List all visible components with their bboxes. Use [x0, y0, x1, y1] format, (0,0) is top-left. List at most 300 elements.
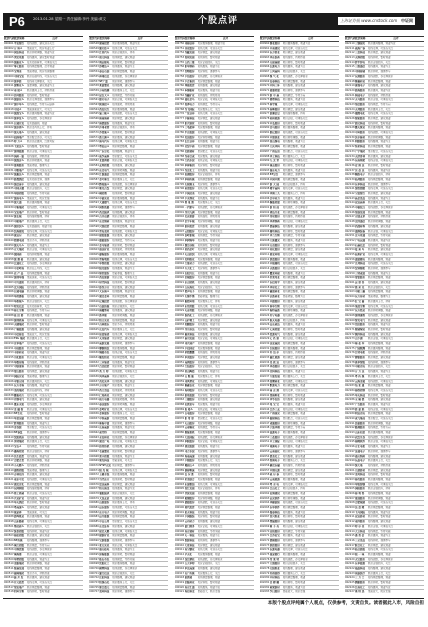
- stock-comment: 股价震荡整理，观望: [197, 431, 221, 435]
- stock-comment: 股价震荡，观望为宜: [368, 88, 391, 92]
- stock-name: 深赤湾Ａ: [14, 126, 25, 130]
- stock-comment: 短线震荡，观望为主: [282, 445, 306, 449]
- stock-comment: 量能放大，股价走强: [27, 332, 50, 336]
- stock-comment: 短线反弹，可适当关注: [27, 229, 53, 233]
- stock-name: 青岛双星: [99, 229, 110, 233]
- stock-name: 烽火电子: [99, 98, 110, 102]
- stock-code: 000421: [4, 477, 14, 481]
- stock-code: 002050: [259, 435, 270, 439]
- stock-code: 000048: [4, 234, 14, 238]
- stock-name: 苏常柴Ａ: [99, 131, 110, 135]
- stock-name: 远 望 谷: [355, 281, 365, 285]
- stock-code: 000679: [89, 496, 99, 500]
- stock-name: 宜科科技: [269, 370, 280, 374]
- stock-comment: 股价横盘整理，观望: [197, 210, 221, 214]
- stock-code: 002026: [259, 323, 270, 327]
- stock-name: 飞亚达Ａ: [14, 145, 25, 149]
- stock-comment: 短线横盘整理，观望: [282, 290, 306, 294]
- stock-code: 002191: [345, 421, 355, 425]
- stock-name: 珠江控股: [14, 543, 25, 547]
- stock-name: 亚太实业: [99, 543, 110, 547]
- stock-code: 000917: [174, 571, 185, 575]
- stock-code: 002182: [345, 379, 355, 383]
- stock-name: 东阿阿胶: [14, 487, 25, 491]
- stock-name: 中弘股份: [269, 121, 280, 125]
- stock-comment: 股价企稳回升，关注: [282, 267, 306, 270]
- stock-name: 金陵药业: [184, 581, 195, 585]
- site-logo: 中证网: [401, 18, 413, 23]
- stock-comment: 短线整理，观望为宜: [27, 384, 50, 388]
- stock-code: 002025: [259, 318, 270, 322]
- stock-code: 000615: [89, 295, 99, 299]
- stock-comment: 股价弱势调整，观望: [197, 220, 221, 224]
- stock-comment: 短线强势整理，持有: [282, 112, 306, 116]
- stock-comment: 短线横盘，等待突破: [282, 234, 306, 238]
- stock-comment: 股价弱势，暂时观望: [368, 515, 391, 519]
- stock-comment: 股价震荡整理，观望: [197, 346, 221, 350]
- stock-comment: 短线反弹，可适当关注: [197, 46, 223, 50]
- stock-comment: 短线整理，建议观望: [197, 454, 221, 458]
- stock-name: 吉林敖东: [99, 323, 110, 327]
- stock-comment: 股价横盘，建议观望: [197, 248, 221, 252]
- stock-name: 西北轴承: [99, 210, 110, 214]
- stock-comment: 股价企稳，可逢低关注: [27, 407, 53, 411]
- stock-comment: 股价横盘，等待方向: [27, 543, 50, 547]
- stock-code: 002174: [345, 342, 355, 345]
- stock-code: 000630: [89, 351, 99, 355]
- stock-name: 钱江摩托: [184, 557, 195, 561]
- stock-comment: 股价弱势调整，观望: [282, 309, 306, 313]
- stock-code: 000639: [89, 388, 99, 392]
- stock-code: 000005: [4, 56, 14, 60]
- stock-comment: 量能萎缩，整理为主: [368, 295, 391, 299]
- stock-name: 浩物股份: [184, 70, 195, 74]
- stock-code: 000610: [89, 276, 99, 280]
- stock-name: 特 尔 佳: [355, 524, 365, 528]
- stock-code: 000960: [259, 42, 270, 45]
- stock-comment: 短线横盘整理，观望: [282, 492, 306, 495]
- stock-comment: 缩量调整，建议观望为主: [27, 84, 55, 88]
- stock-name: 五 粮 液: [184, 374, 194, 378]
- stock-name: 中航光电: [355, 365, 366, 369]
- stock-comment: 股价企稳回升，持有: [197, 173, 221, 177]
- stock-name: 东港股份: [355, 74, 366, 78]
- stock-comment: 股价弱势，暂时观望: [197, 163, 221, 167]
- stock-name: 东北证券: [99, 524, 110, 528]
- stock-name: 春晖股份: [269, 107, 280, 111]
- stock-comment: 量能温和，可关注: [27, 510, 48, 514]
- stock-name: 炼石有色: [99, 557, 110, 561]
- stock-code: 002196: [345, 445, 355, 449]
- stock-comment: 股价企稳，可逢低关注: [112, 98, 138, 102]
- stock-name: 中联重科: [14, 365, 25, 369]
- stock-code: 000590: [89, 187, 99, 191]
- stock-comment: 股价弱势，谨慎参与: [112, 590, 135, 593]
- stock-name: 津滨发展: [184, 492, 195, 495]
- stock-code: 000011: [4, 84, 14, 88]
- stock-code: 000902: [174, 515, 185, 519]
- stock-code: 000413: [4, 445, 14, 449]
- stock-code: 002113: [345, 56, 355, 60]
- stock-comment: 股价横盘整理，观望: [282, 210, 306, 214]
- stock-comment: 短线弱势，谨慎参与: [282, 360, 306, 364]
- stock-code: 000895: [174, 487, 185, 491]
- stock-code: 000683: [89, 515, 99, 519]
- stock-comment: 短线弱势，谨慎参与: [112, 342, 135, 345]
- stock-name: 华控赛格: [14, 295, 25, 299]
- stock-code: 000751: [174, 46, 185, 50]
- stock-name: 深国商: [14, 252, 22, 256]
- stock-comment: 短线超跌，存反弹需求: [282, 74, 308, 78]
- stock-comment: 短线横盘整理，观望: [368, 342, 391, 345]
- stock-comment: 短线横盘，等待突破: [368, 529, 391, 533]
- stock-name: 中核钛白: [355, 206, 366, 210]
- stock-name: 中环股份: [355, 131, 366, 135]
- stock-code: 000666: [89, 445, 99, 449]
- stock-comment: 短线横盘整理，观望: [197, 177, 221, 181]
- stock-code: 002064: [259, 501, 270, 505]
- stock-comment: 短线超跌，可逢低关注: [112, 370, 138, 374]
- stock-comment: 股价横盘，建议观望: [197, 117, 221, 120]
- stock-comment: 股价横盘，建议观望: [368, 117, 391, 120]
- stock-code: 002154: [345, 248, 355, 252]
- stock-code: 000422: [4, 482, 14, 486]
- stock-comment: 股价弱势调整，观望: [27, 562, 50, 566]
- stock-comment: 短线震荡，观望为宜: [112, 220, 135, 224]
- stock-comment: 股价震荡整理，观望: [27, 313, 50, 317]
- stock-code: 000507: [4, 552, 14, 556]
- stock-name: 四环生物: [14, 590, 25, 593]
- stock-code: 002135: [345, 159, 355, 163]
- stock-name: ST广夏: [99, 79, 108, 83]
- stock-comment: 短线横盘整理，观望: [112, 515, 135, 519]
- stock-name: 北京旅游: [184, 215, 195, 219]
- stock-comment: 短线整理，观望为主: [112, 149, 135, 153]
- stock-code: 002167: [345, 309, 355, 313]
- stock-comment: 短线弱势，暂时观望: [197, 121, 221, 125]
- stock-name: 七喜控股: [269, 327, 280, 331]
- stock-code: 000612: [89, 285, 99, 289]
- stock-comment: 股价震荡整理，观望为宜: [368, 42, 396, 45]
- stock-comment: 股价企稳，可逢低关注: [368, 98, 394, 102]
- stock-code: 002032: [259, 351, 270, 355]
- stock-code: 000989: [259, 159, 270, 163]
- stock-name: 东方市场: [14, 384, 25, 388]
- stock-comment: 技术指标走弱，谨慎: [27, 177, 50, 181]
- stock-name: 世荣兆业: [269, 276, 280, 280]
- stock-comment: 股价横盘整理，观望: [368, 384, 391, 388]
- stock-comment: 股价震荡，建议观望: [112, 234, 135, 238]
- stock-name: 正虹科技: [99, 576, 110, 580]
- stock-code: 002120: [345, 88, 355, 92]
- stock-comment: 股价企稳回升，关注: [368, 365, 391, 369]
- stock-name: 华润三九: [269, 192, 280, 195]
- stock-code: 002114: [345, 60, 355, 64]
- stock-name: 南方建材: [184, 529, 195, 533]
- stock-name: 苏 泊 尔: [269, 351, 279, 355]
- stock-name: 攀钢钒钛: [99, 346, 110, 350]
- stock-code: 002116: [345, 70, 355, 74]
- stock-comment: 股价弱势，暂时观望: [112, 60, 135, 64]
- stock-name: 领先科技: [99, 459, 110, 463]
- stock-name: 顺鑫农业: [184, 384, 195, 388]
- stock-code: 000755: [174, 60, 185, 64]
- stock-name: 新 嘉 联: [355, 407, 365, 411]
- stock-comment: 股价横盘整理，观望: [112, 295, 135, 299]
- stock-code: 000623: [89, 323, 99, 327]
- stock-comment: 股价企稳回升，关注: [27, 524, 50, 528]
- stock-code: 002201: [345, 468, 355, 472]
- stock-code: 000022: [4, 126, 14, 130]
- stock-code: 000990: [259, 163, 270, 167]
- stock-code: 002125: [345, 112, 355, 116]
- stock-comment: 短线强势，持股待涨: [282, 56, 306, 60]
- stock-name: 中兴通讯: [14, 281, 25, 285]
- stock-code: 000638: [89, 384, 99, 388]
- stock-comment: 股价横盘，建议观望: [112, 482, 135, 486]
- stock-name: 海德股份: [99, 121, 110, 125]
- stock-name: 万方地产: [99, 384, 110, 388]
- stock-comment: 股价震荡上行，关注: [368, 571, 391, 575]
- stock-comment: 股价企稳回升，关注: [197, 285, 221, 289]
- stock-comment: 短线震荡，建议暂时观望: [27, 56, 55, 60]
- stock-name: 华天酒店: [14, 501, 25, 505]
- stock-name: 华邦制药: [269, 220, 280, 224]
- stock-comment: 短线横盘，建议观望: [27, 370, 50, 374]
- stock-name: 东华科技: [355, 182, 366, 186]
- stock-name: 长春高新: [99, 426, 110, 430]
- stock-code: 000576: [89, 149, 99, 153]
- stock-code: 000301: [4, 384, 14, 388]
- stock-code: 000691: [89, 543, 99, 547]
- column-header: 股票简称: [99, 37, 110, 40]
- stock-code: 000782: [174, 135, 185, 139]
- stock-comment: 短线横盘整理，后市观望: [27, 65, 55, 69]
- stock-code: 002069: [259, 524, 270, 528]
- stock-code: 002060: [259, 482, 270, 486]
- stock-name: 张家界: [14, 510, 22, 514]
- stock-name: 时代科技: [99, 281, 110, 285]
- stock-code: 000830: [174, 313, 185, 317]
- stock-comment: 股价横盘整理，观望: [27, 346, 50, 350]
- stock-comment: 短线震荡，观望为宜: [27, 454, 50, 458]
- stock-comment: 股价企稳，可逢低关注: [27, 552, 53, 556]
- stock-name: 丽珠集团: [14, 571, 25, 575]
- stock-name: 深华发Ａ: [14, 117, 25, 120]
- stock-name: 中金岭南: [14, 267, 25, 270]
- stock-name: 传化股份: [269, 248, 280, 252]
- stock-comment: 股价弱势，谨慎参与: [368, 182, 391, 186]
- stock-comment: 股价企稳回升，关注: [282, 365, 306, 369]
- stock-comment: 短线横盘整理，观望: [197, 342, 221, 345]
- website-url[interactable]: 上海证券报 www.cnstock.com: [340, 18, 398, 23]
- stock-comment: 短线震荡，观望为宜: [282, 168, 306, 172]
- stock-name: 广州友谊: [269, 149, 280, 153]
- stock-code: 002165: [345, 299, 355, 303]
- stock-code: 000563: [89, 102, 99, 106]
- stock-name: 中国中期: [269, 177, 280, 181]
- stock-code: 002029: [259, 337, 270, 341]
- stock-code: 000969: [259, 79, 270, 83]
- stock-name: 太钢不锈: [184, 295, 195, 299]
- stock-name: 荣安地产: [14, 585, 25, 589]
- stock-code: 000009: [4, 74, 14, 78]
- stock-comment: 短线整理，建议观望: [368, 454, 391, 458]
- stock-name: 思源电气: [269, 332, 280, 336]
- stock-name: 全 聚 德: [355, 398, 365, 402]
- stock-code: 002027: [259, 327, 270, 331]
- stock-name: 金叶珠宝: [99, 177, 110, 181]
- stock-name: 众和股份: [269, 529, 280, 533]
- stock-name: 国海证券: [184, 42, 195, 45]
- stock-code: 000680: [89, 501, 99, 505]
- stock-code: 002200: [345, 463, 355, 467]
- stock-code: 000793: [174, 177, 185, 181]
- stock-comment: 短线超跌，可逢低关注: [197, 131, 223, 135]
- stock-code: 000662: [89, 431, 99, 435]
- stock-name: 德棉股份: [269, 538, 280, 542]
- stock-name: 深圳机场: [14, 318, 25, 322]
- stock-name: 峨眉山Ａ: [184, 463, 195, 467]
- stock-comment: 短线震荡，观望为宜: [368, 168, 391, 172]
- stock-name: 天宝股份: [355, 557, 366, 561]
- stock-name: 得润电子: [269, 459, 280, 463]
- stock-code: 000425: [4, 492, 14, 495]
- stock-comment: 短线震荡，建议观望: [197, 281, 221, 285]
- stock-comment: 短线横盘，等待突破: [197, 234, 221, 238]
- stock-comment: 短线超跌，存反弹需求: [197, 74, 223, 78]
- stock-code: 002223: [345, 571, 355, 575]
- stock-code: 002080: [259, 576, 270, 580]
- stock-code: 002142: [345, 192, 355, 195]
- stock-name: 黔轮胎Ａ: [99, 182, 110, 186]
- stock-code: 002077: [259, 562, 270, 566]
- stock-comment: 股价横盘，建议观望: [368, 468, 391, 472]
- column-header: 点评: [393, 37, 399, 40]
- stock-comment: 短线整理，建议观望: [368, 520, 391, 524]
- stock-code: 000962: [259, 51, 270, 55]
- stock-name: 闽东电力: [269, 168, 280, 172]
- stock-name: 九 芝 堂: [269, 159, 279, 163]
- stock-comment: 股价弱势，暂时观望: [282, 163, 306, 167]
- stock-code: 000629: [89, 346, 99, 350]
- stock-code: 002186: [345, 398, 355, 402]
- stock-name: 赣能股份: [184, 501, 195, 505]
- stock-code: 000707: [89, 590, 99, 593]
- website-box: [338, 17, 415, 25]
- stock-name: 通润装备: [355, 229, 366, 233]
- stock-code: 000661: [89, 426, 99, 430]
- stock-comment: 股价震荡上行，持有: [112, 501, 135, 505]
- stock-code: 000897: [174, 492, 185, 495]
- stock-code: 000672: [89, 473, 99, 477]
- stock-comment: 股价站稳均线，可适当关注: [27, 74, 58, 78]
- stock-code: 000848: [174, 351, 185, 355]
- stock-comment: 股价弱势调整，观望: [368, 220, 391, 224]
- stock-comment: 短线强势，持股待涨: [368, 93, 391, 97]
- stock-name: 中集集团: [14, 206, 25, 210]
- stock-code: 000617: [89, 304, 99, 308]
- stock-comment: 短线超跌，存反弹需求: [112, 182, 138, 186]
- stock-comment: 短线横盘，等待方向: [282, 93, 306, 97]
- stock-name: 国农科技: [14, 51, 25, 55]
- stock-comment: 股价震荡整理，观望为宜: [112, 42, 140, 45]
- stock-code: 002051: [259, 440, 270, 444]
- stock-code: 000809: [174, 234, 185, 238]
- stock-comment: 股价震荡整理，观望: [27, 201, 50, 205]
- stock-comment: 股价弱势，谨慎参与: [197, 182, 221, 186]
- stock-code: 000918: [174, 576, 185, 580]
- stock-code: 000333: [4, 388, 14, 392]
- stock-comment: 股价震荡，建议观望: [368, 154, 391, 158]
- stock-comment: 股价横盘，建议观望: [282, 51, 306, 55]
- stock-comment: 股价弱势，谨慎参与: [27, 431, 50, 435]
- stock-comment: 股价弱势，谨慎参与: [368, 267, 391, 270]
- stock-comment: 短线超跌，存反弹需求: [368, 313, 394, 317]
- stock-comment: 短线横盘，等待方向: [197, 102, 221, 106]
- stock-name: 国统股份: [355, 487, 366, 491]
- stock-name: 华北高速: [184, 567, 195, 570]
- stock-name: 思达高科: [99, 482, 110, 486]
- stock-code: 002193: [345, 431, 355, 435]
- stock-name: 天茂集团: [99, 337, 110, 341]
- stock-comment: 股价横盘，建议观望: [282, 468, 306, 472]
- stock-comment: 短线反弹，可适当关注: [368, 388, 394, 392]
- stock-comment: 短线震荡，观望为主: [282, 65, 306, 69]
- stock-comment: 短线反弹，可逢低关注: [197, 252, 223, 256]
- stock-name: 顺络电子: [355, 173, 366, 177]
- stock-name: 华星化工: [269, 285, 280, 289]
- stock-name: 江苏宏宝: [269, 534, 280, 538]
- stock-code: 000692: [89, 548, 99, 552]
- stock-comment: 短线弱势，谨慎参与: [112, 538, 135, 542]
- stock-comment: 股价震荡上行，关注: [27, 440, 50, 444]
- stock-name: 美的集团: [14, 388, 25, 392]
- stock-name: 佛塑科技: [269, 98, 280, 102]
- stock-name: 索芙特: [99, 431, 107, 435]
- stock-name: 保定天鹅: [99, 529, 110, 533]
- stock-comment: 短线超跌，存反弹需求: [368, 74, 394, 78]
- stock-code: 000652: [89, 402, 99, 406]
- stock-code: 000998: [259, 187, 270, 191]
- stock-name: 成飞集成: [355, 417, 366, 420]
- stock-name: 海隆软件: [355, 440, 366, 444]
- stock-code: 000887: [174, 459, 185, 463]
- stock-name: 华闻传媒: [184, 177, 195, 181]
- stock-comment: 股价横盘，谨慎参与: [112, 463, 135, 467]
- stock-code: 000606: [89, 257, 99, 261]
- stock-name: 荣丰控股: [99, 454, 110, 458]
- stock-comment: 量能温和，可关注: [112, 459, 133, 463]
- stock-name: 建投能源: [99, 234, 110, 238]
- stock-name: 模塑科技: [99, 567, 110, 570]
- stock-name: 金谷源: [14, 426, 22, 430]
- stock-comment: 股价企稳回升，持有: [282, 318, 306, 322]
- stock-comment: 股价企稳回升，持有: [27, 449, 50, 453]
- stock-code: 000997: [259, 182, 270, 186]
- stock-comment: 股价震荡上行，关注: [112, 177, 135, 181]
- stock-name: 万 科Ａ: [14, 46, 23, 50]
- stock-code: 000007: [4, 65, 14, 69]
- stock-code: 000566: [89, 117, 99, 120]
- stock-name: 海螺型材: [99, 309, 110, 313]
- stock-name: 中工国际: [269, 440, 280, 444]
- stock-name: 宝利来: [14, 70, 22, 74]
- stock-name: 深深宝Ａ: [14, 112, 25, 116]
- stock-code: 000572: [89, 140, 99, 144]
- stock-name: 梅 花 伞: [355, 342, 365, 345]
- stock-name: 宏润建设: [269, 492, 280, 495]
